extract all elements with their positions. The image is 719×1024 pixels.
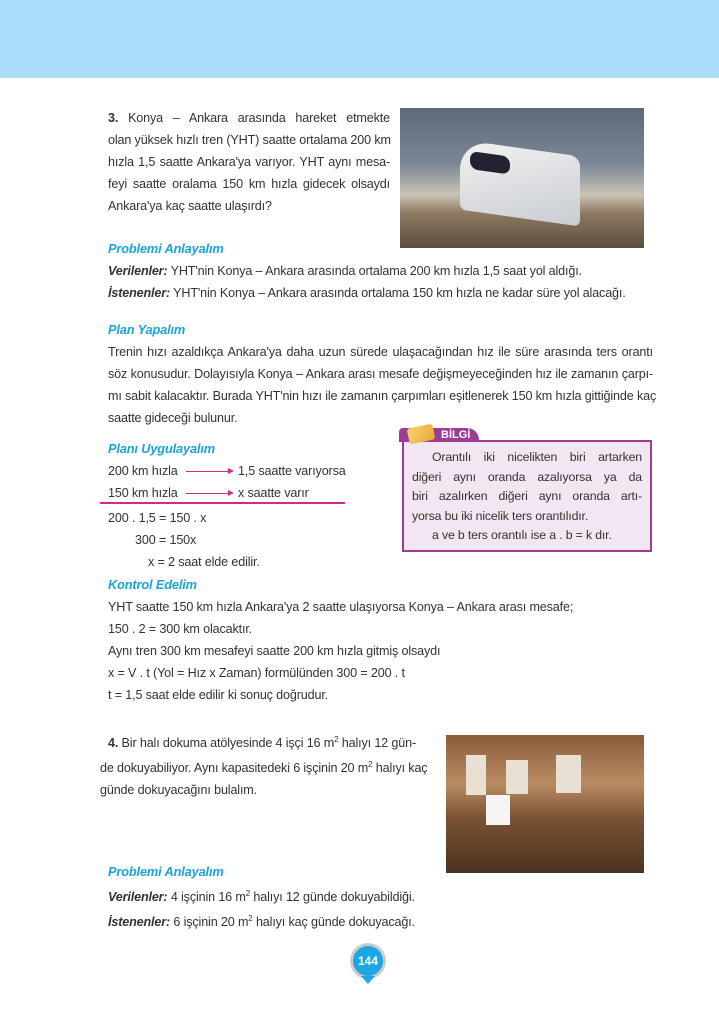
- text-line: Trenin hızı azaldıkça Ankara'ya daha uzun sürede ulaşacağından hız ile süre arasında ters orantı: [108, 345, 653, 359]
- text-part: halıyı 12 gün-: [338, 736, 416, 751]
- info-text: Orantılı iki nicelikten biri artarken: [432, 450, 642, 464]
- text-part: Bir halı dokuma atölyesinde 4 işçi 16 m: [118, 736, 335, 751]
- text-part: halıyı 12 günde dokuyabildiği.: [250, 890, 415, 905]
- arrow-icon: [186, 493, 232, 494]
- section-heading: Problemi Anlayalım: [108, 241, 224, 256]
- text-part: halıyı kaç: [372, 761, 428, 776]
- section-heading: Problemi Anlayalım: [108, 864, 224, 879]
- row-right: x saatte varır: [238, 486, 309, 500]
- section-heading: Kontrol Edelim: [108, 577, 197, 592]
- asked-label: İstenenler:: [108, 286, 171, 300]
- text-line: Aynı tren 300 km mesafeyi saatte 200 km hızla gitmiş olsaydı: [108, 644, 441, 658]
- text-part: 4 işçinin 16 m: [167, 890, 246, 905]
- given-text: YHT'nin Konya – Ankara arasında ortalama 200 km hızla 1,5 saat yol aldığı.: [167, 264, 582, 278]
- carpet-workshop-photo: [446, 735, 644, 873]
- text-line: mı sabit kalacaktır. Burada YHT'nin hızı ile zamanın çarpımları eşitlenerek 150 km hızla gittiğinde kaç: [108, 389, 657, 403]
- superscript: 2: [334, 735, 339, 744]
- text-line: x = V . t (Yol = Hız x Zaman) formülünden 300 = 200 . t: [108, 666, 405, 680]
- text-line: günde dokuyacağını bulalım.: [100, 783, 257, 798]
- text-line: hızla 1,5 saatte Ankara'ya varıyor. YHT aynı mesa-: [108, 155, 390, 169]
- superscript: 2: [248, 914, 253, 924]
- info-text: yorsa bu iki nicelik ters orantılıdır.: [412, 508, 589, 523]
- info-text: biri azalırken diğeri aynı oranda artı-: [412, 489, 642, 503]
- text-line: YHT saatte 150 km hızla Ankara'ya 2 saatte ulaşıyorsa Konya – Ankara arası mesafe;: [108, 600, 574, 614]
- equation: 200 . 1,5 = 150 . x: [108, 511, 207, 525]
- text-part: 6 işçinin 20 m: [170, 915, 249, 930]
- given-label: Verilenler:: [108, 890, 168, 905]
- text-part: halıyı kaç günde dokuyacağı.: [252, 915, 415, 930]
- divider: [100, 502, 345, 504]
- row-left: 150 km hızla: [108, 486, 178, 500]
- asked-text: YHT'nin Konya – Ankara arasında ortalama 150 km hızla ne kadar süre yol alacağı.: [170, 286, 626, 300]
- question-number: 3.: [108, 111, 119, 125]
- text-line: söz konusudur. Dolayısıyla Konya – Ankara arası mesafe değişmeyeceğinden hız ile zamanın çarpı-: [108, 367, 653, 381]
- question-3: [108, 107, 390, 217]
- header-band: [0, 0, 719, 78]
- text-line: feyi saatte oralama 150 km hızla gidecek olsaydı: [108, 177, 390, 191]
- equation: x = 2 saat elde edilir.: [148, 555, 260, 569]
- info-box: [402, 440, 652, 552]
- section-heading: Plan Yapalım: [108, 322, 186, 337]
- text-line: olan yüksek hızlı tren (YHT) saatte ortalama 200 km: [108, 133, 391, 147]
- train-photo: [400, 108, 644, 248]
- text-line: Ankara'ya kaç saatte ulaşırdı?: [108, 199, 272, 213]
- row-left: 200 km hızla: [108, 464, 178, 478]
- given-label: Verilenler:: [108, 264, 168, 278]
- superscript: 2: [368, 760, 373, 770]
- row-right: 1,5 saatte varıyorsa: [238, 464, 346, 478]
- apply-section: [108, 438, 358, 504]
- section-heading: Planı Uygulayalım: [108, 441, 215, 456]
- equation: 300 = 150x: [135, 533, 197, 547]
- text-line: t = 1,5 saat elde edilir ki sonuç doğrudur.: [108, 688, 329, 702]
- question-number: 4.: [108, 736, 119, 751]
- check-section: [108, 574, 648, 706]
- page-number: 144: [350, 943, 386, 979]
- question-4: [100, 729, 428, 801]
- understand-section-2: [108, 861, 648, 933]
- text-line: 150 . 2 = 300 km olacaktır.: [108, 622, 253, 636]
- equations: [108, 507, 348, 573]
- text-line: Konya – Ankara arasında hareket etmekte: [128, 111, 390, 125]
- asked-label: İstenenler:: [108, 915, 171, 930]
- text-line: saatte gideceği bulunur.: [108, 411, 238, 425]
- arrow-icon: [186, 471, 232, 472]
- text-part: de dokuyabiliyor. Aynı kapasitedeki 6 işçinin 20 m: [100, 761, 369, 776]
- page-pin-icon: [361, 976, 375, 984]
- info-formula: a ve b ters orantılı ise a . b = k dır.: [432, 528, 612, 542]
- superscript: 2: [245, 889, 251, 898]
- info-tag: BİLGİ: [399, 428, 479, 442]
- plan-section: [108, 319, 657, 429]
- understand-section-1: [108, 238, 668, 304]
- info-text: diğeri aynı oranda azalıyorsa ya da: [412, 469, 642, 484]
